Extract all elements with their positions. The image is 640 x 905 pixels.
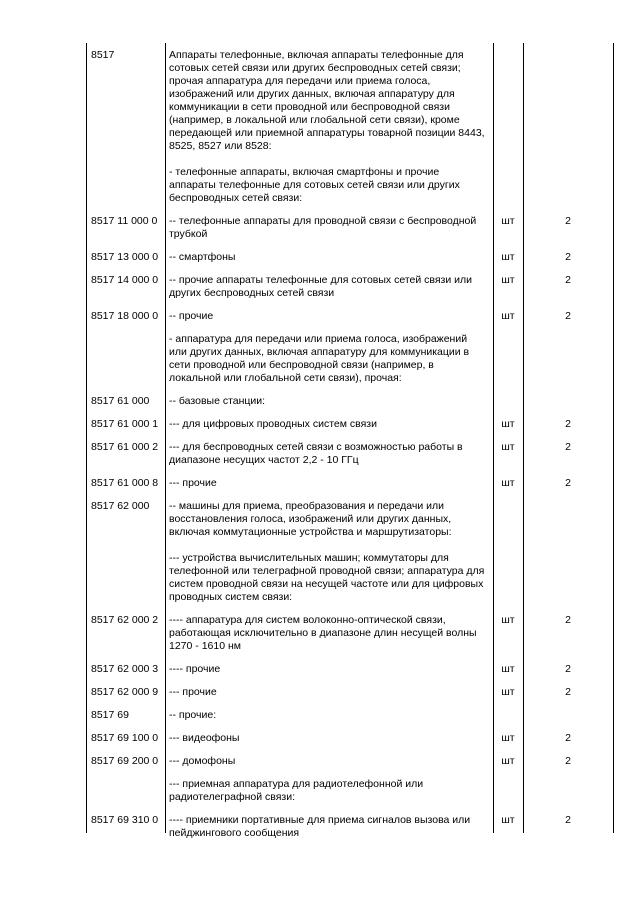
table-row <box>87 49 613 215</box>
quantity-cell: 2 <box>565 755 571 767</box>
description-cell <box>165 686 493 709</box>
quantity-cell <box>523 49 613 215</box>
description-cell <box>165 477 493 500</box>
quantity-cell: 2 <box>565 215 571 227</box>
table-row <box>87 709 613 732</box>
unit-cell: шт <box>501 310 515 322</box>
code-cell: 8517 69 <box>91 709 129 721</box>
unit-cell: шт <box>501 663 515 675</box>
code-cell: 8517 61 000 2 <box>91 441 159 453</box>
description-cell <box>165 709 493 732</box>
unit-cell: шт <box>501 274 515 286</box>
quantity-cell <box>523 395 613 418</box>
quantity-cell: 2 <box>565 477 571 489</box>
description-paragraph: -- прочие аппараты телефонные для сотовых сетей связи или других беспроводных сетей связи <box>169 274 472 299</box>
description-cell <box>165 274 493 310</box>
description-paragraph: Аппараты телефонные, включая аппараты телефонные для сотовых сетей связи или других беспроводных сетей связи; прочая аппаратура для передачи или приема голоса, изображений или других данных, включая аппаратуру для коммуникации в сети проводной или беспроводной связи (например, в локальной или глобальной сети связи), кроме передающей или приемной аппаратуры товарной позиции 8443, 8525, 8527 или 8528: <box>169 49 485 152</box>
quantity-cell <box>523 500 613 614</box>
table-row <box>87 395 613 418</box>
unit-cell: шт <box>501 614 515 626</box>
quantity-cell: 2 <box>565 732 571 744</box>
table-row <box>87 418 613 441</box>
unit-cell <box>493 778 523 814</box>
description-paragraph: ---- прочие <box>169 663 221 675</box>
description-paragraph: - аппаратура для передачи или приема голоса, изображений или других данных, включая аппаратуру для коммуникации в сети проводной или беспроводной связи (например, в локальной или глобальной сети связи), прочая: <box>169 333 470 384</box>
description-cell <box>165 663 493 686</box>
unit-cell: шт <box>501 814 515 826</box>
table-row <box>87 614 613 663</box>
description-cell <box>165 418 493 441</box>
description-paragraph: --- домофоны <box>169 755 236 767</box>
code-cell: 8517 61 000 8 <box>91 477 159 489</box>
description-cell <box>165 814 493 850</box>
description-paragraph: --- приемная аппаратура для радиотелефонной или радиотелеграфной связи: <box>169 778 424 803</box>
unit-cell: шт <box>501 251 515 263</box>
quantity-cell: 2 <box>565 686 571 698</box>
description-cell <box>165 614 493 663</box>
description-paragraph: --- для беспроводных сетей связи с возможностью работы в диапазоне несущих частот 2,2 - 10 ГГц <box>169 441 463 466</box>
code-cell: 8517 69 100 0 <box>91 732 159 744</box>
quantity-cell: 2 <box>565 814 571 826</box>
description-paragraph: --- видеофоны <box>169 732 240 744</box>
unit-cell: шт <box>501 418 515 430</box>
unit-cell <box>493 395 523 418</box>
description-paragraph: - телефонные аппараты, включая смартфоны и прочие аппараты телефонные для сотовых сетей связи или других беспроводных сетей связи: <box>169 166 460 204</box>
description-cell <box>165 251 493 274</box>
description-cell <box>165 778 493 814</box>
table-row <box>87 663 613 686</box>
quantity-cell <box>523 778 613 814</box>
description-paragraph: -- прочие: <box>169 709 217 721</box>
tariff-code-table <box>87 49 613 850</box>
description-paragraph: -- смартфоны <box>169 251 236 263</box>
description-paragraph: --- устройства вычислительных машин; коммутаторы для телефонной или телеграфной проводной связи; аппаратура для систем проводной связи на несущей частоте или для цифровых проводных систем связи: <box>169 552 485 603</box>
code-cell: 8517 62 000 3 <box>91 663 159 675</box>
description-cell <box>165 333 493 395</box>
table-row <box>87 310 613 333</box>
table-row <box>87 477 613 500</box>
quantity-cell <box>523 333 613 395</box>
description-paragraph: -- прочие <box>169 310 214 322</box>
table-row <box>87 215 613 251</box>
code-cell: 8517 13 000 0 <box>91 251 159 263</box>
code-cell: 8517 69 310 0 <box>91 814 159 826</box>
code-cell: 8517 61 000 <box>91 395 150 407</box>
table-row <box>87 333 613 395</box>
table-row <box>87 441 613 477</box>
unit-cell <box>493 333 523 395</box>
unit-cell: шт <box>501 441 515 453</box>
description-cell <box>165 755 493 778</box>
table-row <box>87 500 613 614</box>
table-row <box>87 686 613 709</box>
quantity-cell: 2 <box>565 614 571 626</box>
description-paragraph: ---- приемники портативные для приема сигналов вызова или пейджингового сообщения <box>169 814 471 839</box>
description-cell <box>165 441 493 477</box>
code-cell: 8517 62 000 <box>91 500 150 512</box>
code-cell: 8517 18 000 0 <box>91 310 159 322</box>
description-paragraph: -- телефонные аппараты для проводной связи с беспроводной трубкой <box>169 215 477 240</box>
table-row <box>87 778 613 814</box>
code-cell <box>87 333 165 395</box>
table-row <box>87 755 613 778</box>
description-cell <box>165 395 493 418</box>
description-paragraph: -- машины для приема, преобразования и передачи или восстановления голоса, изображений или других данных, включая коммутационные устройства и маршрутизаторы: <box>169 500 452 538</box>
description-paragraph: -- базовые станции: <box>169 395 266 407</box>
quantity-cell: 2 <box>565 251 571 263</box>
code-cell: 8517 61 000 1 <box>91 418 159 430</box>
table-body <box>87 49 613 850</box>
code-cell: 8517 62 000 2 <box>91 614 159 626</box>
description-cell <box>165 500 493 614</box>
quantity-cell: 2 <box>565 663 571 675</box>
table-row <box>87 274 613 310</box>
unit-cell <box>493 500 523 614</box>
description-cell <box>165 310 493 333</box>
table-row <box>87 251 613 274</box>
code-cell: 8517 14 000 0 <box>91 274 159 286</box>
description-paragraph: --- для цифровых проводных систем связи <box>169 418 377 430</box>
code-cell: 8517 11 000 0 <box>91 215 158 227</box>
unit-cell <box>493 49 523 215</box>
unit-cell <box>493 709 523 732</box>
description-cell <box>165 215 493 251</box>
code-cell: 8517 62 000 9 <box>91 686 159 698</box>
code-cell: 8517 <box>91 49 115 61</box>
column-rule-right <box>613 43 614 833</box>
unit-cell: шт <box>501 732 515 744</box>
description-paragraph: --- прочие <box>169 686 217 698</box>
code-cell <box>87 778 165 814</box>
description-paragraph: --- прочие <box>169 477 217 489</box>
quantity-cell <box>523 709 613 732</box>
table-row <box>87 732 613 755</box>
table-row <box>87 814 613 850</box>
unit-cell: шт <box>501 215 515 227</box>
unit-cell: шт <box>501 686 515 698</box>
quantity-cell: 2 <box>565 418 571 430</box>
quantity-cell: 2 <box>565 310 571 322</box>
quantity-cell: 2 <box>565 274 571 286</box>
unit-cell: шт <box>501 755 515 767</box>
description-cell <box>165 49 493 215</box>
code-cell: 8517 69 200 0 <box>91 755 159 767</box>
description-paragraph: ---- аппаратура для систем волоконно-оптической связи, работающая исключительно в диапазоне длин несущей волны 1270 - 1610 нм <box>169 614 477 652</box>
quantity-cell: 2 <box>565 441 571 453</box>
description-cell <box>165 732 493 755</box>
unit-cell: шт <box>501 477 515 489</box>
